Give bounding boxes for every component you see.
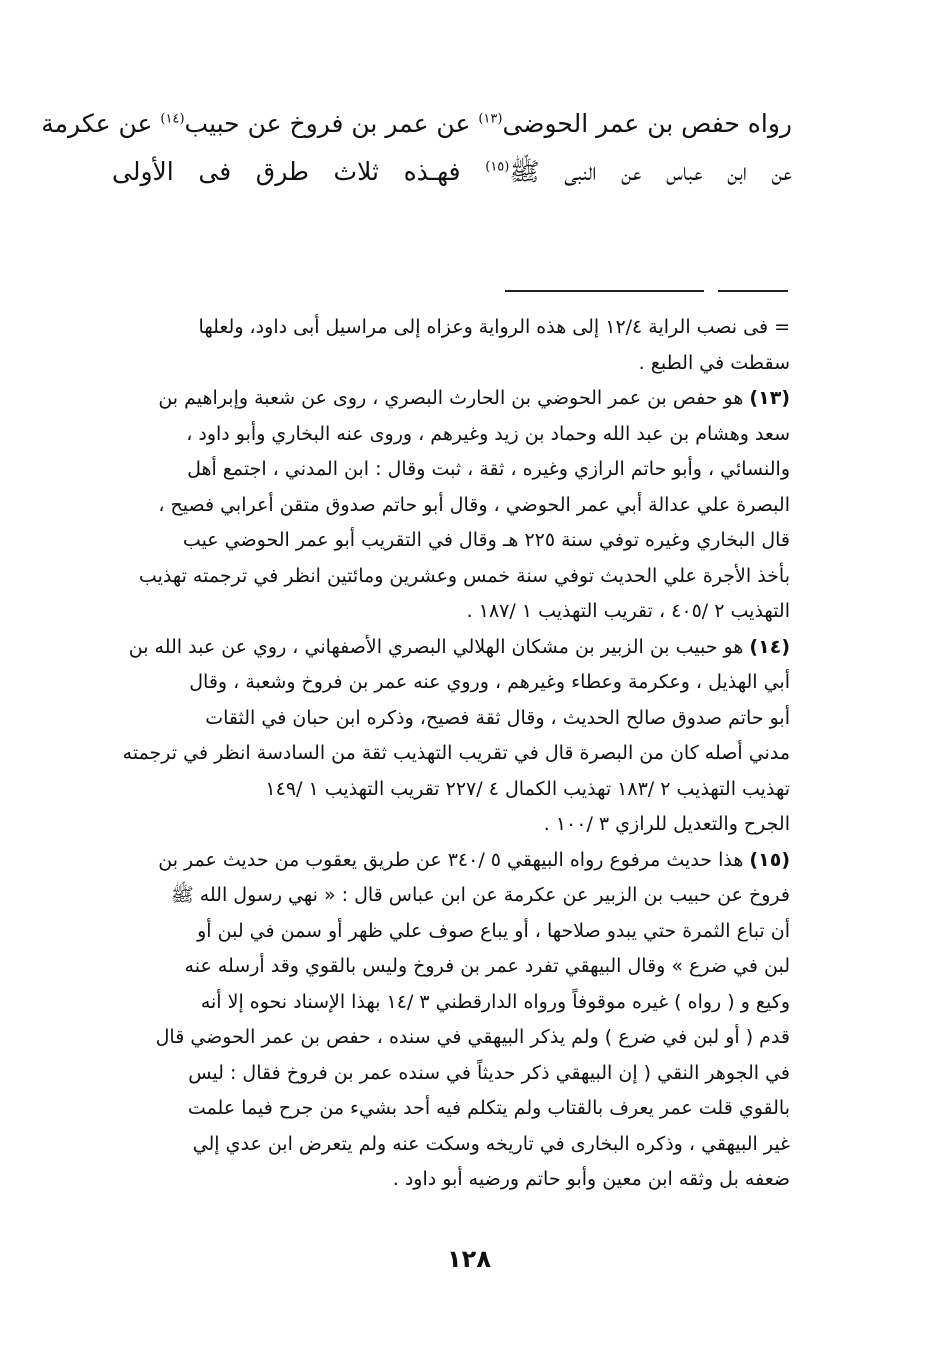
footnote-14: [112, 630, 790, 843]
footnote-number: (١٥): [749, 848, 790, 871]
footnote-separator: [505, 290, 788, 292]
footnote-line: مدني أصله كان من البصرة قال في تقريب التهذيب ثقة من السادسة انظر في ترجمته: [122, 742, 790, 764]
footnote-ref-13[interactable]: (١٣): [478, 111, 503, 127]
footnote-continuation: [112, 310, 790, 381]
footnote-text: هو حفص بن عمر الحوضي بن الحارث البصري ، روى عن شعبة وإبراهيم بن: [158, 387, 750, 409]
main-text-segment: عن عمر بن فروخ عن حبيب: [184, 109, 479, 138]
footnote-line: في الجوهر النقي ( إن البيهقي ذكر حديثاً في سنده عمر بن فروخ فقال : ليس: [188, 1061, 790, 1084]
footnote-line: قال البخاري وغيره توفي سنة ٢٢٥ هـ وقال في التقريب أبو عمر الحوضي عيب: [182, 529, 790, 551]
footnote-line: سعد وهشام بن عبد الله وحماد بن زيد وغيرهم ، وروى عنه البخاري وأبو داود ،: [186, 422, 790, 445]
main-text: [41, 100, 792, 196]
footnote-line: وكيع و ( رواه ) غيره موقوفاً ورواه الدارقطني ٣ /١٤ بهذا الإسناد نحوه إلا أنه: [200, 990, 790, 1013]
footnote-line: البصرة علي عدالة أبي عمر الحوضي ، وقال أبو حاتم صدوق متقن أعرابي فصيح ،: [158, 493, 790, 516]
footnote-line: [112, 843, 790, 879]
footnote-line: = فى نصب الراية ١٢/٤ إلى هذه الرواية وعزاه إلى مراسيل أبى داود، ولعلها: [198, 316, 790, 338]
main-text-line-2: [112, 148, 792, 196]
footnote-text: هو حبيب بن الزبير بن مشكان الهلالي البصري الأصفهاني ، روي عن عبد الله بن: [128, 635, 750, 658]
footnote-line: أبو حاتم صدوق صالح الحديث ، وقال ثقة فصيح، وذكره ابن حبان في الثقات: [205, 706, 790, 729]
footnote-line: فروخ عن حبيب بن الزبير عن عكرمة عن ابن عباس قال : « نهي رسول الله ﷺ: [170, 884, 790, 906]
footnote-line: سقطت في الطبع .: [638, 351, 790, 374]
footnote-ref-14[interactable]: (١٤): [160, 111, 185, 127]
footnotes: [112, 310, 790, 1198]
footnote-number: (١٣): [749, 387, 790, 409]
footnote-line: أبي الهذيل ، وعكرمة وعطاء وغيرهم ، وروي عنه عمر بن فروخ وشعبة ، وقال: [189, 671, 790, 693]
main-text-segment: عن ابن عباس عن النبى ﷺ: [509, 157, 792, 186]
footnote-line: غير البيهقي ، وذكره البخارى في تاريخه وسكت عنه ولم يتعرض ابن عدي إلي: [192, 1132, 790, 1155]
main-text-segment: عن عكرمة: [41, 109, 161, 138]
footnote-line: تهذيب التهذيب ٢ /١٨٣ تهذيب الكمال ٤ /٢٢٧ تقريب التهذيب ١ /١٤٩: [265, 777, 790, 800]
footnote-ref-15[interactable]: (١٥): [485, 159, 510, 175]
footnote-13: [112, 381, 790, 630]
footnote-number: (١٤): [749, 635, 790, 658]
main-text-line-1: [41, 100, 792, 148]
footnote-line: [112, 381, 790, 417]
footnote-line: بأخذ الأجرة علي الحديث توفي سنة خمس وعشرين ومائتين انظر في ترجمته تهذيب: [138, 564, 790, 587]
footnote-line: ضعفه بل وثقه ابن معين وأبو حاتم ورضيه أبو داود .: [392, 1168, 790, 1190]
footnote-line: قدم ( أو لبن في ضرع ) ولم يذكر البيهقي في سنده ، حفص بن عمر الحوضي قال: [155, 1026, 790, 1048]
footnote-line: بالقوي قلت عمر يعرف بالقتاب ولم يتكلم فيه أحد بشيء من جرح فيما علمت: [187, 1097, 790, 1119]
footnote-line: التهذيب ٢ /٤٠٥ ، تقريب التهذيب ١ /١٨٧ .: [466, 600, 790, 622]
footnote-line: الجرح والتعديل للرازي ٣ /١٠٠ .: [543, 813, 790, 835]
page-number: ١٢٨: [447, 1245, 491, 1273]
main-text-segment: فهـذه ثلاث طرق فى الأولى: [112, 157, 486, 186]
footnote-line: والنسائي ، وأبو حاتم الرازي وغيره ، ثقة ، ثبت وقال : ابن المدني ، اجتمع أهل: [187, 458, 790, 480]
main-text-segment: رواه حفص بن عمر الحوضى: [502, 109, 792, 138]
footnote-line: لبن في ضرع » وقال البيهقي تفرد عمر بن فروخ وليس بالقوي وقد أرسله عنه: [184, 955, 790, 977]
footnote-line: [112, 630, 790, 666]
footnote-text: هذا حديث مرفوع رواه البيهقي ٥ /٣٤٠ عن طريق يعقوب من حديث عمر بن: [158, 848, 750, 871]
footnote-line: أن تباع الثمرة حتي يبدو صلاحها ، أو يباع صوف علي ظهر أو سمن في لبن أو: [197, 919, 790, 942]
footnote-15: [112, 843, 790, 1198]
